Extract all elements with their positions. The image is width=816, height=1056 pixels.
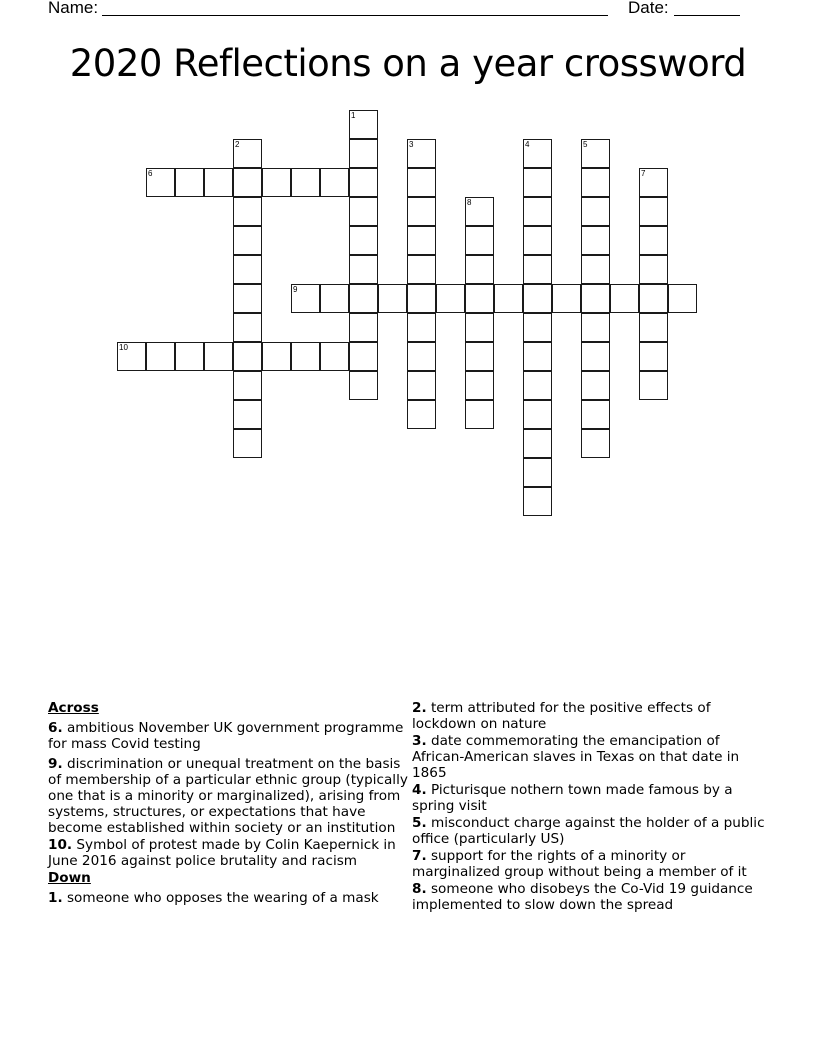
grid-cell[interactable]	[349, 226, 378, 255]
grid-cell[interactable]	[407, 371, 436, 400]
grid-cell[interactable]	[581, 429, 610, 458]
grid-cell[interactable]	[291, 342, 320, 371]
grid-cell[interactable]	[639, 371, 668, 400]
grid-cell[interactable]	[233, 342, 262, 371]
clue-across-6	[48, 720, 408, 752]
grid-cell[interactable]	[349, 255, 378, 284]
grid-cell[interactable]	[407, 255, 436, 284]
clue-text: someone who disobeys the Co-Vid 19 guidance implemented to slow down the spread	[412, 881, 753, 913]
grid-cell[interactable]	[523, 487, 552, 516]
clue-across-10	[48, 837, 408, 869]
clue-number: 9.	[48, 756, 63, 772]
clue-text: support for the rights of a minority or marginalized group without being a member of it	[412, 848, 747, 880]
grid-cell[interactable]	[523, 197, 552, 226]
grid-cell[interactable]	[349, 284, 378, 313]
grid-cell[interactable]	[465, 284, 494, 313]
grid-cell[interactable]	[233, 400, 262, 429]
grid-cell[interactable]	[175, 168, 204, 197]
grid-cell[interactable]	[320, 284, 349, 313]
grid-cell[interactable]	[465, 313, 494, 342]
grid-cell[interactable]	[407, 139, 436, 168]
clue-number: 5.	[412, 815, 427, 831]
clue-text: misconduct charge against the holder of a public office (particularly US)	[412, 815, 765, 847]
cell-number: 8	[467, 198, 472, 207]
grid-cell[interactable]	[523, 400, 552, 429]
grid-cell[interactable]	[610, 284, 639, 313]
name-label: Name:	[48, 0, 99, 17]
grid-cell[interactable]	[233, 429, 262, 458]
date-field[interactable]	[674, 15, 740, 16]
grid-cell[interactable]	[523, 284, 552, 313]
cell-number: 5	[583, 140, 588, 149]
cell-number: 10	[119, 343, 128, 352]
grid-cell[interactable]	[465, 255, 494, 284]
clue-down-5	[412, 815, 772, 847]
clue-down-2	[412, 700, 772, 732]
name-field[interactable]	[102, 15, 608, 16]
date-label: Date:	[628, 0, 669, 17]
grid-cell[interactable]	[639, 255, 668, 284]
grid-cell[interactable]	[204, 168, 233, 197]
clue-text: date commemorating the emancipation of African-American slaves in Texas on that date in 1865	[412, 733, 740, 781]
grid-cell[interactable]	[523, 255, 552, 284]
cell-number: 2	[235, 140, 240, 149]
grid-cell[interactable]	[262, 168, 291, 197]
clue-across-9	[48, 756, 408, 836]
grid-cell[interactable]	[523, 342, 552, 371]
grid-cell[interactable]	[378, 284, 407, 313]
cell-number: 4	[525, 140, 530, 149]
grid-cell[interactable]	[436, 284, 465, 313]
grid-cell[interactable]	[349, 371, 378, 400]
grid-cell[interactable]	[581, 313, 610, 342]
grid-cell[interactable]	[581, 226, 610, 255]
grid-cell[interactable]	[204, 342, 233, 371]
grid-cell[interactable]	[465, 342, 494, 371]
grid-cell[interactable]	[639, 342, 668, 371]
clue-text: Picturisque nothern town made famous by a spring visit	[412, 782, 733, 814]
grid-cell[interactable]	[581, 197, 610, 226]
grid-cell[interactable]	[552, 284, 581, 313]
clue-down-3	[412, 733, 772, 781]
grid-cell[interactable]	[523, 139, 552, 168]
grid-cell[interactable]	[581, 371, 610, 400]
clue-number: 4.	[412, 782, 427, 798]
grid-cell[interactable]	[233, 371, 262, 400]
grid-cell[interactable]	[291, 284, 320, 313]
grid-cell[interactable]	[581, 400, 610, 429]
clue-number: 3.	[412, 733, 427, 749]
grid-cell[interactable]	[349, 197, 378, 226]
grid-cell[interactable]	[407, 284, 436, 313]
cell-number: 1	[351, 111, 356, 120]
grid-cell[interactable]	[233, 255, 262, 284]
clue-text: ambitious November UK government programme for mass Covid testing	[48, 720, 404, 752]
grid-cell[interactable]	[233, 313, 262, 342]
down-heading: Down	[48, 870, 91, 886]
grid-cell[interactable]	[233, 226, 262, 255]
grid-cell[interactable]	[320, 342, 349, 371]
grid-cell[interactable]	[581, 168, 610, 197]
crossword-grid	[117, 110, 698, 517]
grid-cell[interactable]	[581, 255, 610, 284]
grid-cell[interactable]	[639, 313, 668, 342]
grid-cell[interactable]	[349, 342, 378, 371]
grid-cell[interactable]	[349, 110, 378, 139]
grid-cell[interactable]	[581, 139, 610, 168]
grid-cell[interactable]	[465, 400, 494, 429]
grid-cell[interactable]	[349, 139, 378, 168]
grid-cell[interactable]	[233, 139, 262, 168]
grid-cell[interactable]	[146, 168, 175, 197]
grid-cell[interactable]	[407, 197, 436, 226]
clue-text: discrimination or unequal treatment on the basis of membership of a particular ethnic group (typically one that is a minority or marginalized), arising from systems, structures, or expectations that have become established within society or an institution	[48, 756, 408, 836]
grid-cell[interactable]	[407, 342, 436, 371]
cell-number: 7	[641, 169, 646, 178]
grid-cell[interactable]	[639, 284, 668, 313]
page-title: 2020 Reflections on a year crossword	[69, 42, 747, 85]
cell-number: 3	[409, 140, 414, 149]
grid-cell[interactable]	[523, 313, 552, 342]
clue-down-8	[412, 881, 772, 913]
clue-number: 2.	[412, 700, 427, 716]
grid-cell[interactable]	[146, 342, 175, 371]
clue-down-4	[412, 782, 772, 814]
cell-number: 9	[293, 285, 298, 294]
grid-cell[interactable]	[407, 400, 436, 429]
grid-cell[interactable]	[291, 168, 320, 197]
grid-cell[interactable]	[262, 342, 291, 371]
clue-number: 1.	[48, 890, 63, 906]
cell-number: 6	[148, 169, 153, 178]
clue-number: 8.	[412, 881, 427, 897]
grid-cell[interactable]	[581, 284, 610, 313]
grid-cell[interactable]	[581, 342, 610, 371]
clue-text: term attributed for the positive effects of lockdown on nature	[412, 700, 711, 732]
clues-column-right	[412, 700, 772, 914]
grid-cell[interactable]	[639, 197, 668, 226]
grid-cell[interactable]	[523, 458, 552, 487]
grid-cell[interactable]	[407, 313, 436, 342]
grid-cell[interactable]	[465, 371, 494, 400]
grid-cell[interactable]	[175, 342, 204, 371]
clue-text: someone who opposes the wearing of a mask	[62, 890, 379, 906]
grid-cell[interactable]	[639, 226, 668, 255]
grid-cell[interactable]	[523, 168, 552, 197]
clue-number: 6.	[48, 720, 63, 736]
grid-cell[interactable]	[523, 371, 552, 400]
grid-cell[interactable]	[117, 342, 146, 371]
grid-cell[interactable]	[407, 226, 436, 255]
clue-down-1	[48, 890, 408, 906]
clue-down-7	[412, 848, 772, 880]
clue-text: Symbol of protest made by Colin Kaepernick in June 2016 against police brutality and racism	[48, 837, 396, 869]
grid-cell[interactable]	[233, 168, 262, 197]
grid-cell[interactable]	[523, 429, 552, 458]
grid-cell[interactable]	[523, 226, 552, 255]
clue-number: 7.	[412, 848, 427, 864]
grid-cell[interactable]	[349, 313, 378, 342]
grid-cell[interactable]	[465, 197, 494, 226]
clue-number: 10.	[48, 837, 73, 853]
grid-cell[interactable]	[465, 226, 494, 255]
grid-cell[interactable]	[494, 284, 523, 313]
grid-cell[interactable]	[320, 168, 349, 197]
grid-cell[interactable]	[407, 168, 436, 197]
clues-column-left	[48, 700, 408, 907]
across-heading: Across	[48, 700, 99, 716]
grid-cell[interactable]	[349, 168, 378, 197]
grid-cell[interactable]	[639, 168, 668, 197]
grid-cell[interactable]	[668, 284, 697, 313]
grid-cell[interactable]	[233, 197, 262, 226]
grid-cell[interactable]	[233, 284, 262, 313]
